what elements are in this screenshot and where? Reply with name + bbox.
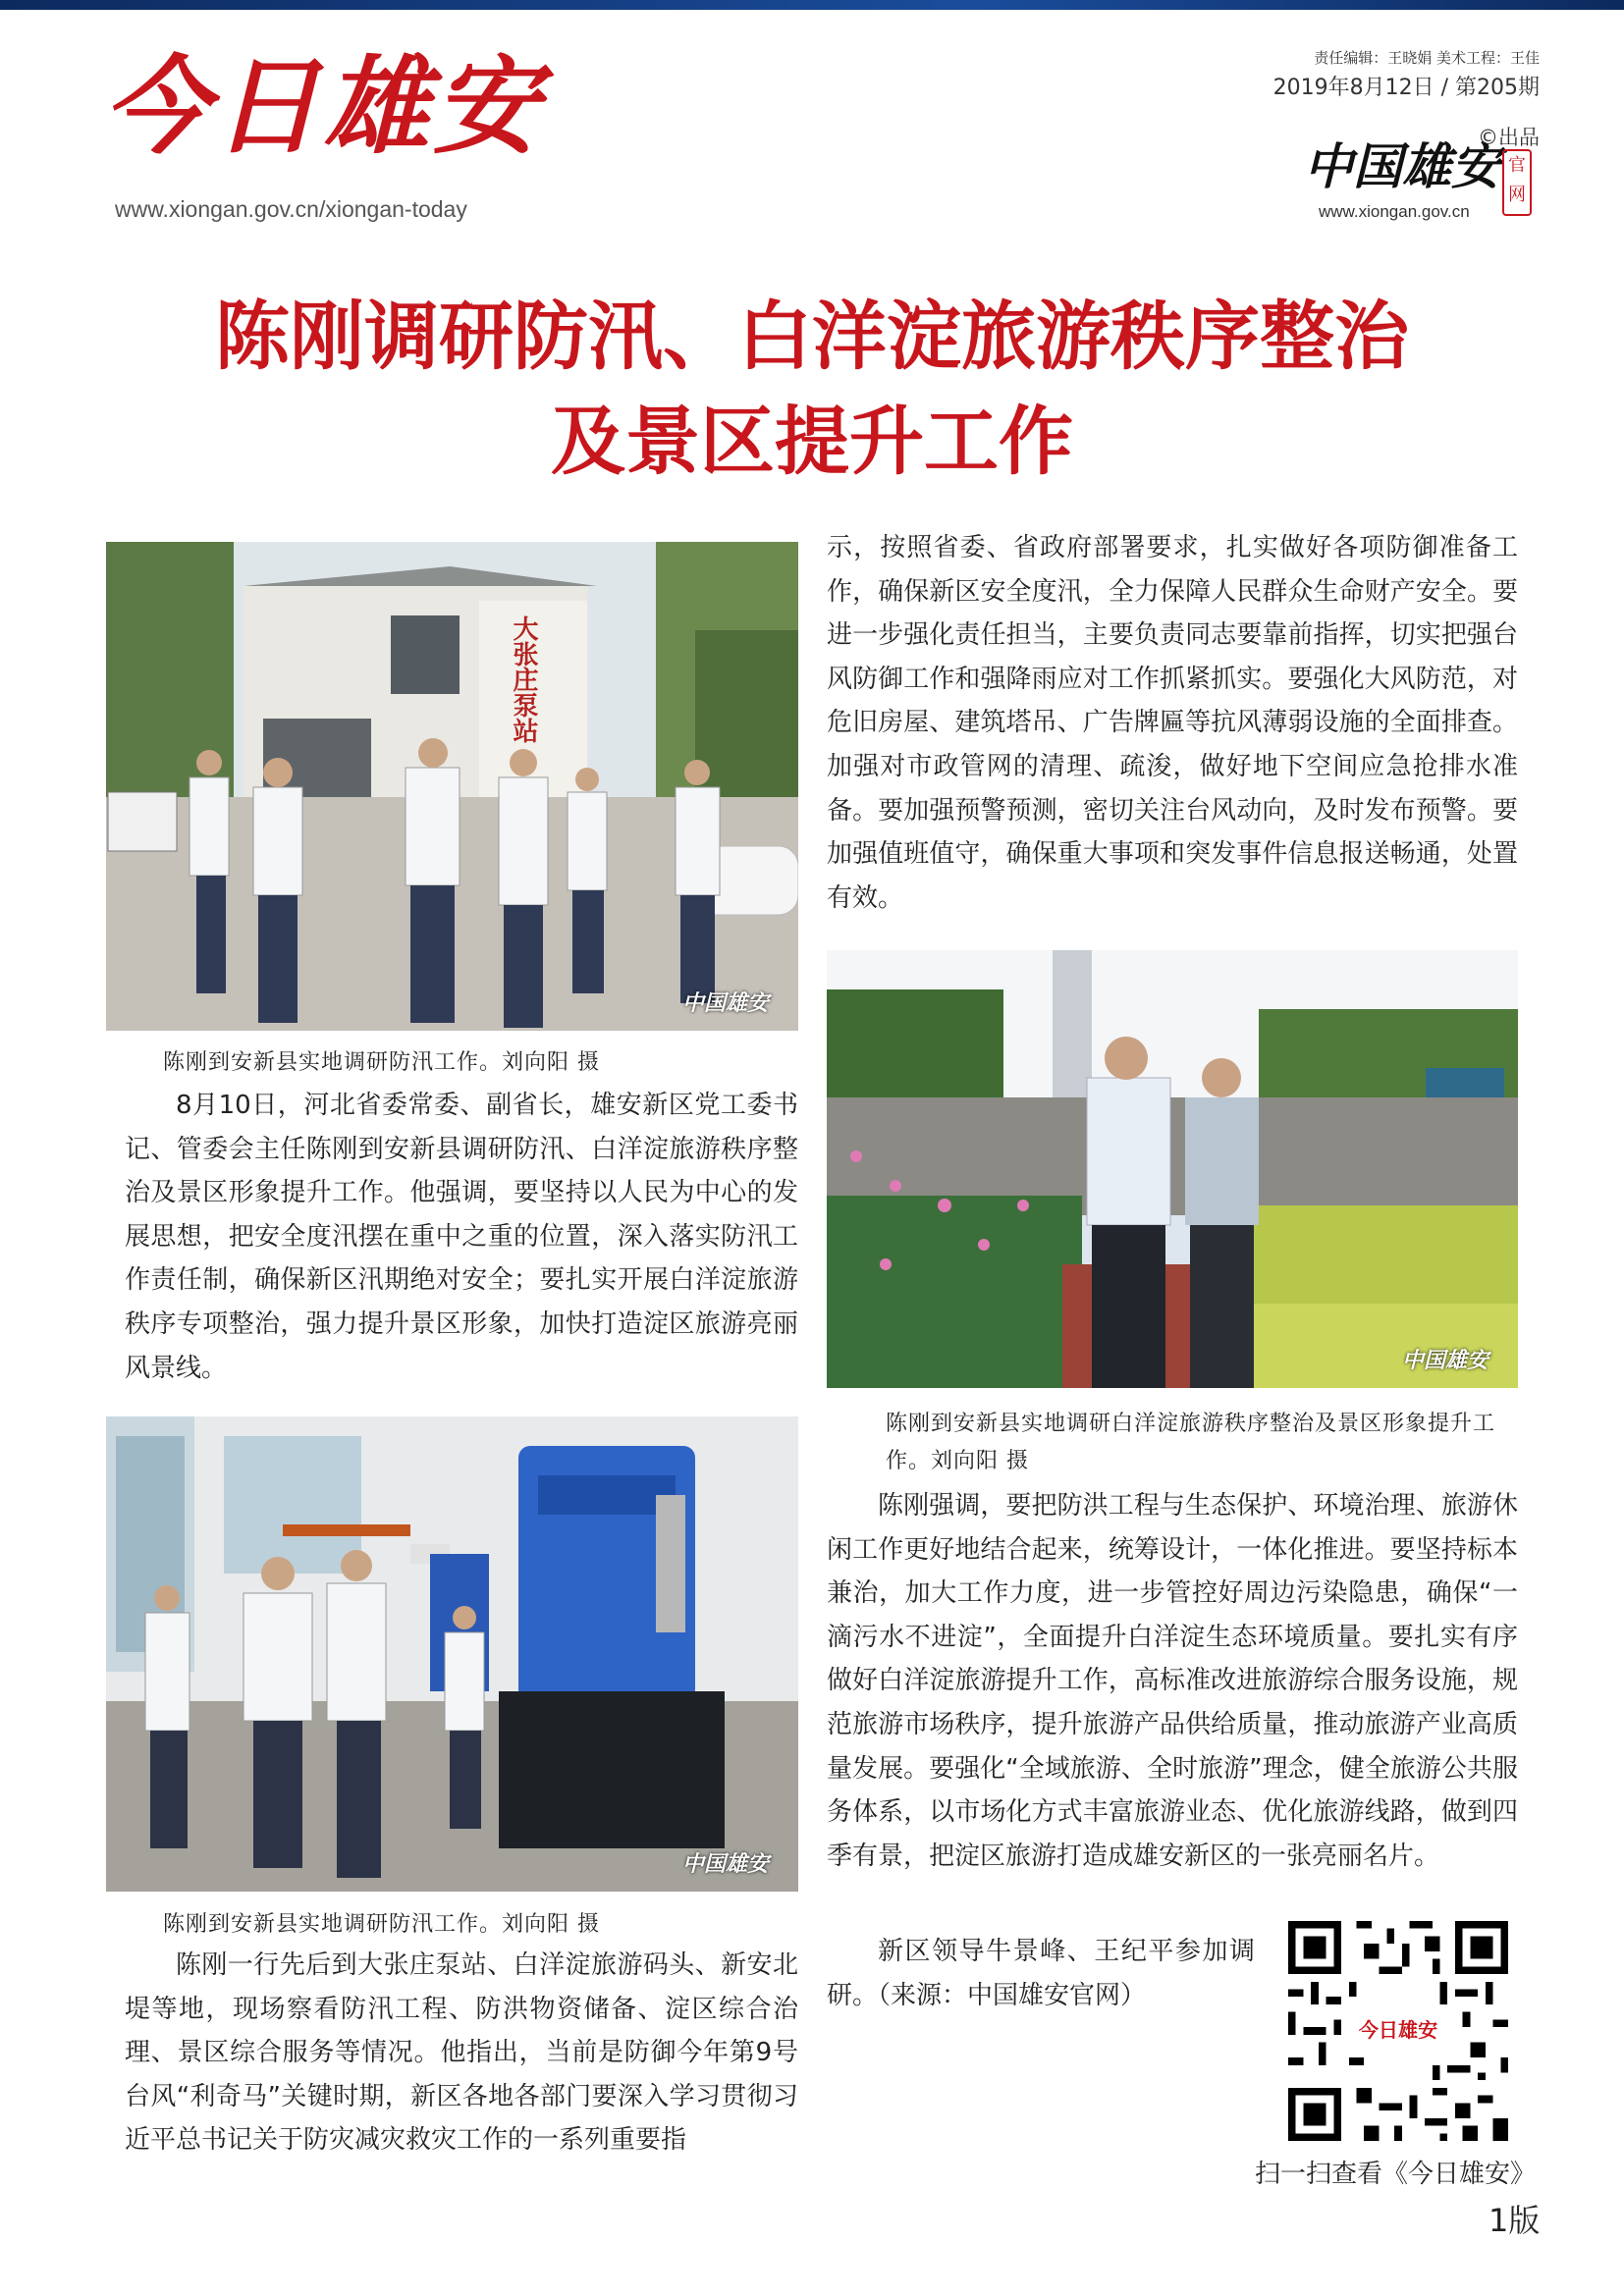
photo-pump-station <box>106 542 798 1031</box>
qr-center-logo: 今日雄安 <box>1358 2018 1438 2043</box>
article-paragraph-3: 陈刚强调，要把防洪工程与生态保护、环境治理、旅游休闲工作更好地结合起来，统筹设计，一体化推进。要坚持标本兼治，加大工作力度，进一步管控好周边污染隐患，确保“一滴污水不进淀”，全面提升白洋淀生态环境质量。要扎实有序做好白洋淀旅游提升工作，高标准改进旅游综合服务设施，规范旅游市场秩序，提升旅游产品供给质量，推动旅游产业高质量发展。要强化“全域旅游、全时旅游”理念，健全旅游公共服务体系，以市场化方式丰富旅游业态、优化旅游线路，做到四季有景，把淀区旅游打造成雄安新区的一张亮丽名片。 <box>827 1491 1518 1871</box>
caption-photo-1: 陈刚到安新县实地调研防汛工作。刘向阳 摄 <box>163 1050 600 1075</box>
headline-line-2: 及景区提升工作 <box>551 398 1073 485</box>
photo-pump-room <box>106 1416 798 1892</box>
qr-code[interactable] <box>1288 1921 1508 2141</box>
qr-label: 扫一扫查看《今日雄安》 <box>1255 2160 1537 2189</box>
produced-by: ©出品 <box>1478 126 1540 149</box>
brand-logo: 中国雄安 <box>1304 137 1500 195</box>
brand-seal: 官网 <box>1502 149 1532 216</box>
photo-watermark: 中国雄安 <box>1401 1348 1489 1373</box>
page-number: 1版 <box>1489 2202 1541 2239</box>
photo-watermark: 中国雄安 <box>681 990 769 1016</box>
article-paragraph-2: 陈刚一行先后到大张庄泵站、白洋淀旅游码头、新安北堤等地，现场察看防汛工程、防洪物资储备、淀区综合治理、景区综合服务等情况。他指出，当前是防御今年第9号台风“利奇马”关键时期，新区各地各部门要深入学习贯彻习近平总书记关于防灾减灾救灾工作的一系列重要指 <box>125 1950 798 2156</box>
article-paragraph-2-continued: 示，按照省委、省政府部署要求，扎实做好各项防御准备工作，确保新区安全度汛，全力保障人民群众生命财产安全。要进一步强化责任担当，主要负责同志要靠前指挥，切实把强台风防御工作和强降雨应对工作抓紧抓实。要强化大风防范，对危旧房屋、建筑塔吊、广告牌匾等抗风薄弱设施的全面排查。加强对市政管网的清理、疏浚，做好地下空间应急抢排水准备。要加强预警预测，密切关注台风动向，及时发布预警。要加强值班值守，确保重大事项和突发事件信息报送畅通，处置有效。 <box>827 533 1518 913</box>
article-paragraph-4: 新区领导牛景峰、王纪平参加调研。（来源：中国雄安官网） <box>827 1937 1255 2010</box>
headline-line-1: 陈刚调研防汛、白洋淀旅游秩序整治 <box>215 293 1409 380</box>
article-paragraph-1: 8月10日，河北省委常委、副省长，雄安新区党工委书记、管委会主任陈刚到安新县调研防汛、白洋淀旅游秩序整治及景区形象提升工作。他强调，要坚持以人民为中心的发展思想，把安全度汛摆在重中之重的位置，深入落实防汛工作责任制，确保新区汛期绝对安全；要扎实开展白洋淀旅游秩序专项整治，强力提升景区形象，加快打造淀区旅游亮丽风景线。 <box>125 1091 798 1383</box>
photo-lakeside-scene <box>827 950 1518 1388</box>
caption-photo-2: 陈刚到安新县实地调研防汛工作。刘向阳 摄 <box>163 1912 600 1937</box>
issue-date: 2019年8月12日 / 第205期 <box>1272 76 1540 100</box>
masthead-url: www.xiongan.gov.cn/xiongan-today <box>115 196 467 222</box>
masthead-logo: 今日雄安 <box>103 45 544 169</box>
brand-url: www.xiongan.gov.cn <box>1319 202 1470 221</box>
photo-pump-station-scene <box>106 542 798 1031</box>
caption-photo-3: 陈刚到安新县实地调研白洋淀旅游秩序整治及景区形象提升工作。刘向阳 摄 <box>886 1412 1496 1473</box>
photo-pump-room-scene <box>106 1416 798 1892</box>
top-color-bar <box>0 0 1624 10</box>
photo-watermark: 中国雄安 <box>681 1851 769 1877</box>
pump-station-sign: 大张庄泵站 <box>509 615 538 743</box>
editor-credits: 责任编辑：王晓娟 美术工程：王佳 <box>1314 49 1540 67</box>
photo-lakeside-tour <box>827 950 1518 1388</box>
